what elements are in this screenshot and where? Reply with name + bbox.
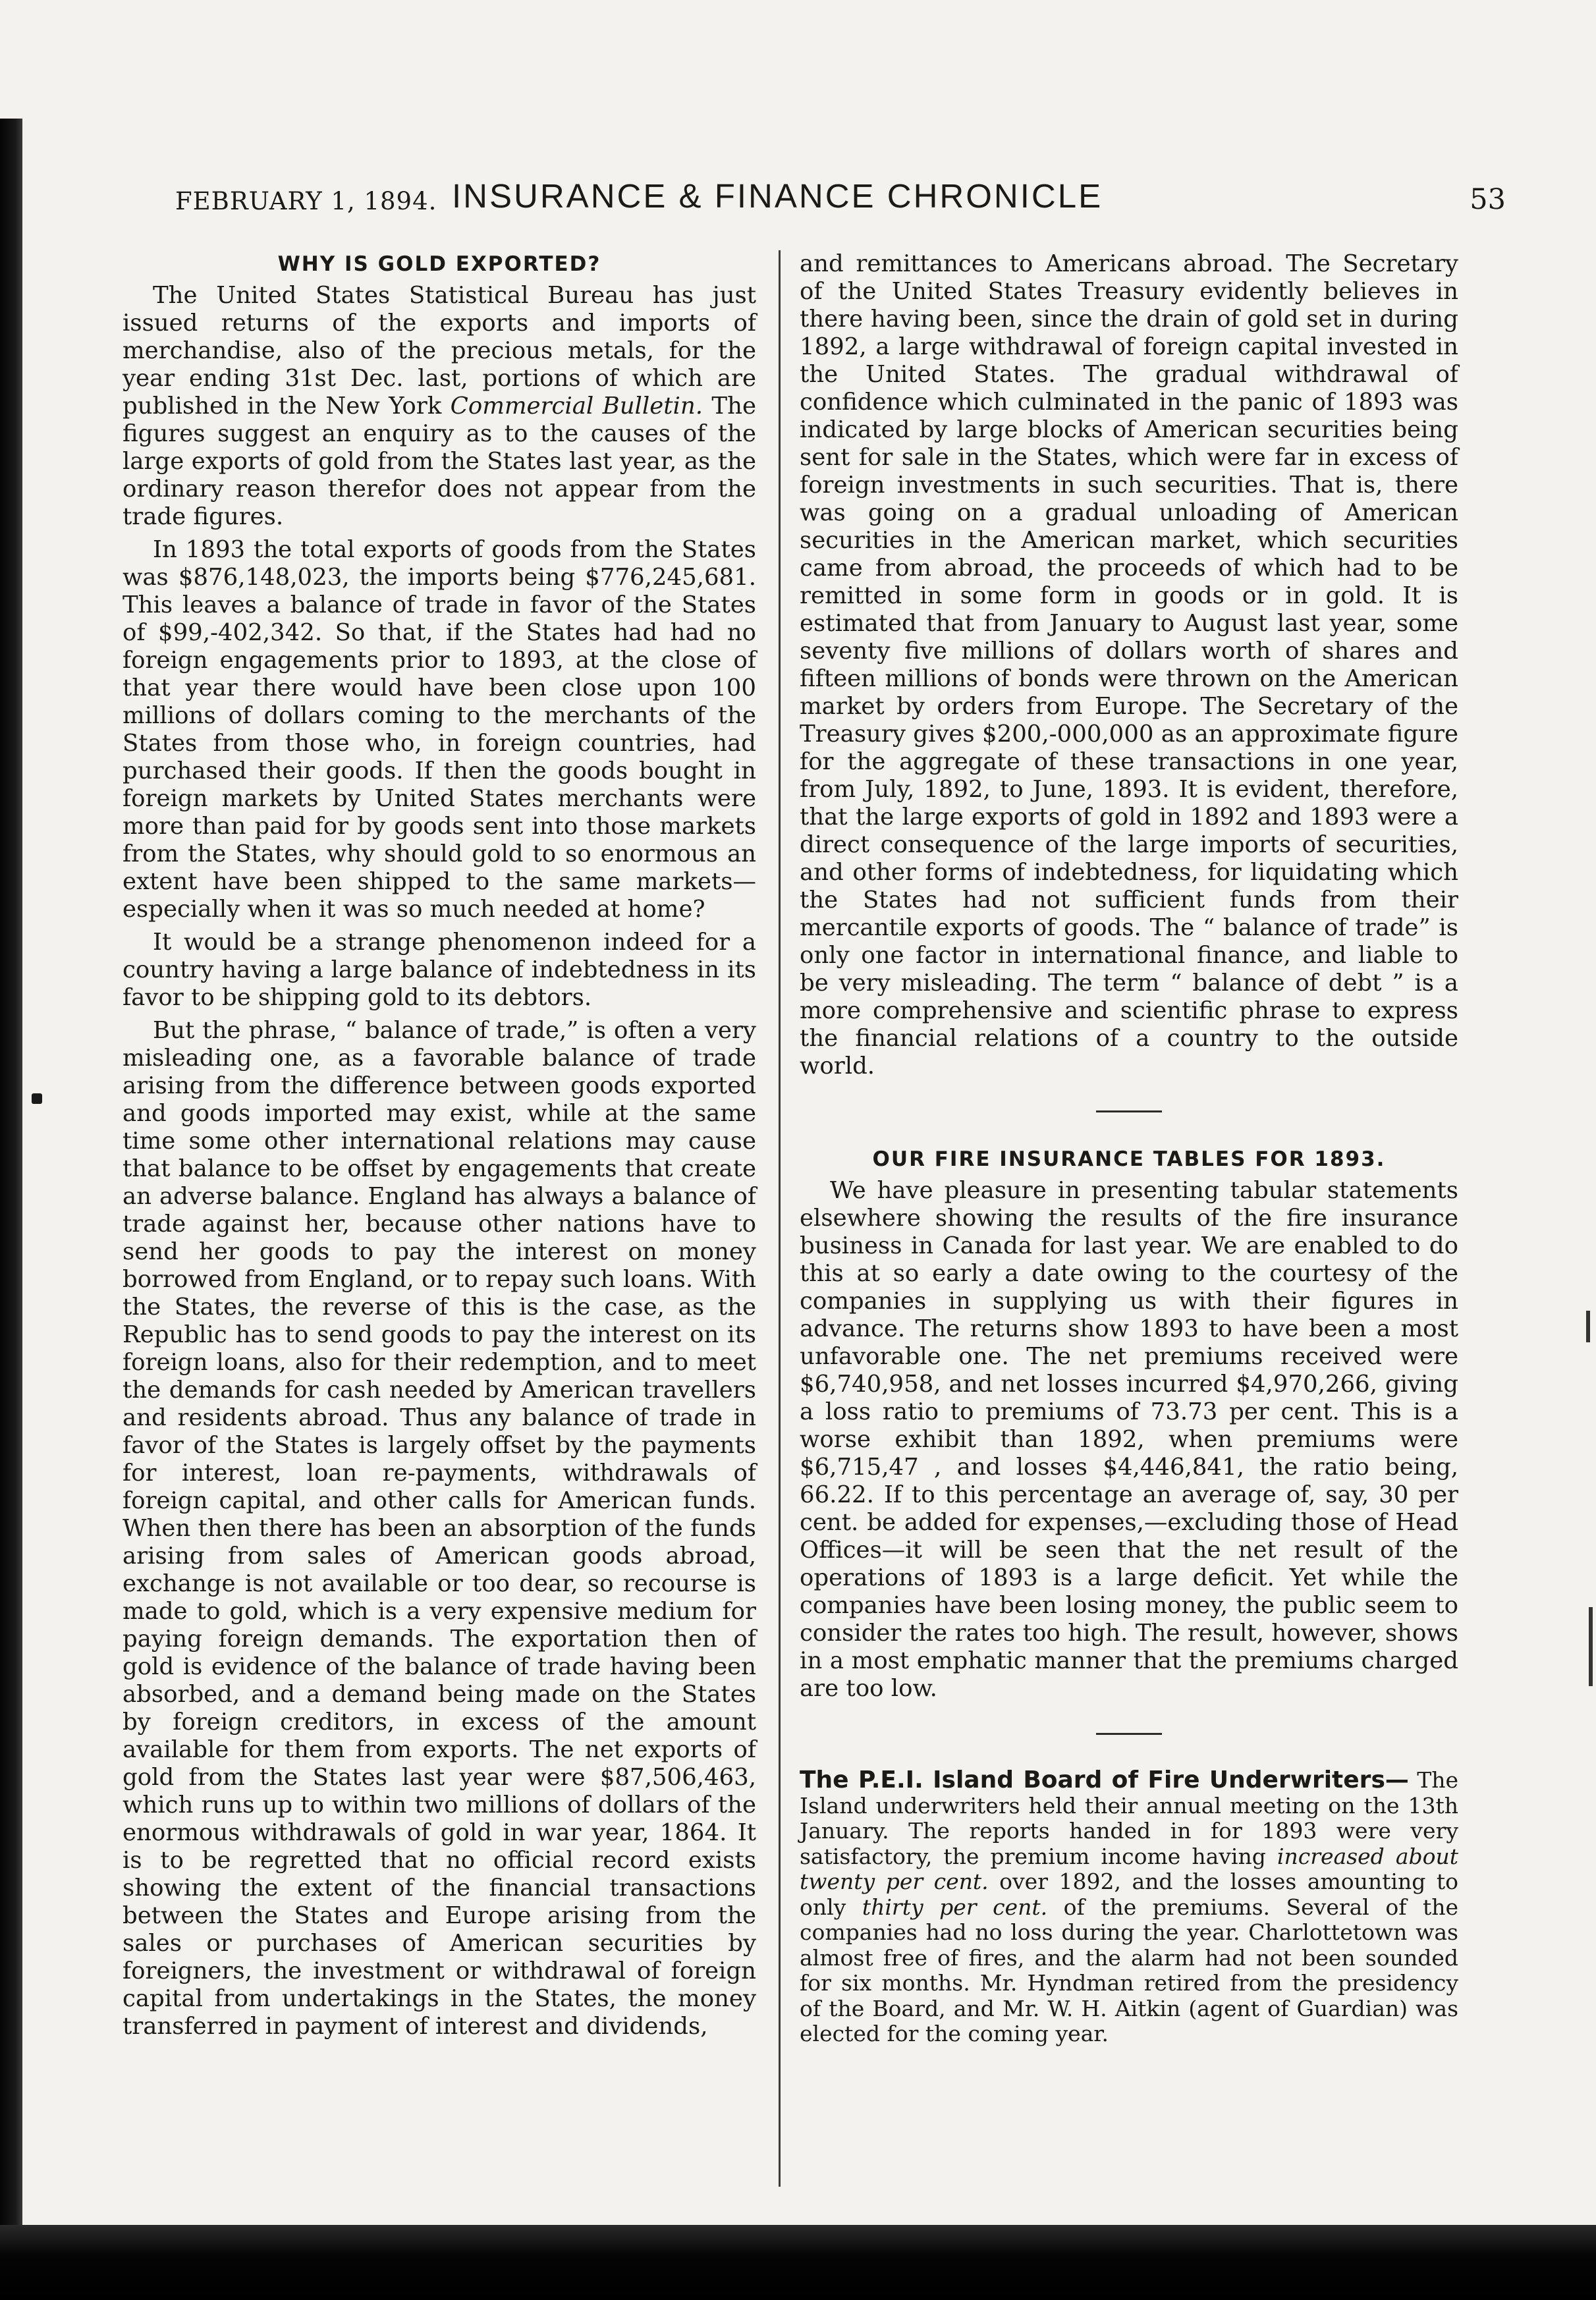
- scan-speck: [1589, 1607, 1593, 1686]
- scan-speck: [32, 1093, 42, 1104]
- notice-title: The P.E.I. Island Board of Fire Underwriters—: [800, 1766, 1409, 1793]
- article-title-fire-tables: OUR FIRE INSURANCE TABLES FOR 1893.: [872, 1147, 1386, 1171]
- paragraph: The United States Statistical Bureau has just issued returns of the exports and imports of merchandise, also of the precious metals, for the year ending 31st Dec. last, portions of which are published in the New York Commercial Bulletin. The figures suggest an enquiry as to the causes of the large exports of gold from the States last year, as the ordinary reason therefor does not appear from the trade figures.: [123, 282, 756, 530]
- article-divider: [1096, 1733, 1162, 1735]
- issue-date: FEBRUARY 1, 1894.: [175, 187, 437, 215]
- scan-left-edge: [0, 119, 22, 2300]
- page-header: [175, 177, 1506, 229]
- paragraph-continued: and remittances to Americans abroad. The Secretary of the United States Treasury evidently believes in there having been, since the drain of gold set in during 1892, a large withdrawal of foreign capital invested in the United States. The gradual withdrawal of confidence which culminated in the panic of 1893 was indicated by large blocks of American securities being sent for sale in the States, which were far in excess of foreign investments in such securities. That is, there was going on a gradual unloading of American securities in the American market, which securities came from abroad, the proceeds of which had to be remitted in some form in goods or in gold. It is estimated that from January to August last year, some seventy five millions of dollars worth of shares and fifteen millions of bonds were thrown on the American market by orders from Europe. The Secretary of the Treasury gives $200,-000,000 as an approximate figure for the aggregate of these transactions in one year, from July, 1892, to June, 1893. It is evident, therefore, that the large exports of gold in 1892 and 1893 were a direct consequence of the large imports of securities, and other forms of indebtedness, for liquidating which the States had not sufficient funds from their mercantile exports of goods. The “ balance of trade” is only one factor in international finance, and liable to be very misleading. The term “ balance of debt ” is a more comprehensive and scientific phrase to express the financial relations of a country to the outside world.: [800, 250, 1458, 1080]
- journal-title: INSURANCE & FINANCE CHRONICLE: [452, 177, 1103, 215]
- scan-bottom-edge: [0, 2225, 1596, 2300]
- scan-speck: [1586, 1311, 1590, 1342]
- column-rule: [779, 250, 781, 2187]
- paragraph: But the phrase, “ balance of trade,” is often a very misleading one, as a favorable balance of trade arising from the difference between goods exported and goods imported may exist, while at the same time some other international relations may cause that balance to be offset by engagements that create an adverse balance. England has always a balance of trade against her, because other nations have to send her goods to pay the interest on money borrowed from England, or to repay such loans. With the States, the reverse of this is the case, as the Republic has to send goods to pay the interest on its foreign loans, also for their redemption, and to meet the demands for cash needed by American travellers and residents abroad. Thus any balance of trade in favor of the States is largely offset by the payments for interest, loan re-payments, withdrawals of foreign capital, and other calls for American funds. When then there has been an absorption of the funds arising from sales of American goods abroad, exchange is not available or too dear, so recourse is made to gold, which is a very expensive medium for paying foreign demands. The exportation then of gold is evidence of the balance of trade having been absorbed, and a demand being made on the States by foreign creditors, in excess of the amount available for them from exports. The net exports of gold from the States last year were $87,506,463, which runs up to within two millions of dollars of the enormous withdrawals of gold in war year, 1864. It is to be regretted that no official record exists showing the extent of the financial transactions between the States and Europe arising from the sales or purchases of American securities by foreigners, the investment or withdrawal of foreign capital from undertakings in the States, the money transferred in payment of interest and dividends,: [123, 1017, 756, 2040]
- paragraph: In 1893 the total exports of goods from the States was $876,148,023, the imports being $776,245,681. This leaves a balance of trade in favor of the States of $99,-402,342. So that, if the States had had no foreign engagements prior to 1893, at the close of that year there would have been close upon 100 millions of dollars coming to the merchants of the States from those who, in foreign countries, had purchased their goods. If then the goods bought in foreign markets by United States merchants were more than paid for by goods sent into those markets from the States, why should gold to so enormous an extent have been shipped to the same markets—especially when it was so much needed at home?: [123, 536, 756, 923]
- article-divider: [1096, 1110, 1162, 1112]
- paragraph: It would be a strange phenomenon indeed for a country having a large balance of indebtedness in its favor to be shipping gold to its debtors.: [123, 929, 756, 1011]
- paragraph: We have pleasure in presenting tabular statements elsewhere showing the results of the fire insurance business in Canada for last year. We are enabled to do this at so early a date owing to the courtesy of the companies in supplying us with their figures in advance. The returns show 1893 to have been a most unfavorable one. The net premiums received were $6,740,958, and net losses incurred $4,970,266, giving a loss ratio to premiums of 73.73 per cent. This is a worse exhibit than 1892, when premiums were $6,715,47 , and losses $4,446,841, the ratio being, 66.22. If to this percentage an average of, say, 30 per cent. be added for expenses,—excluding those of Head Offices—it will be seen that the net result of the operations of 1893 is a large deficit. Yet while the companies have been losing money, the public seem to consider the rates too high. The result, however, shows in a most emphatic manner that the premiums charged are too low.: [800, 1177, 1458, 1702]
- article-title-gold: WHY IS GOLD EXPORTED?: [277, 252, 601, 276]
- left-column: [123, 250, 756, 2040]
- right-column: [800, 250, 1458, 2047]
- pei-board-notice: The P.E.I. Island Board of Fire Underwriters— The Island underwriters held their annual meeting on the 13th January. The reports handed in for 1893 were very satisfactory, the premium income having increased about twenty per cent. over 1892, and the losses amounting to only thirty per cent. of the premiums. Several of the companies had no loss during the year. Charlottetown was almost free of fires, and the alarm had not been sounded for six months. Mr. Hyndman retired from the presidency of the Board, and Mr. W. H. Aitkin (agent of Guardian) was elected for the coming year.: [800, 1766, 1459, 2046]
- page-number: 53: [1470, 183, 1506, 216]
